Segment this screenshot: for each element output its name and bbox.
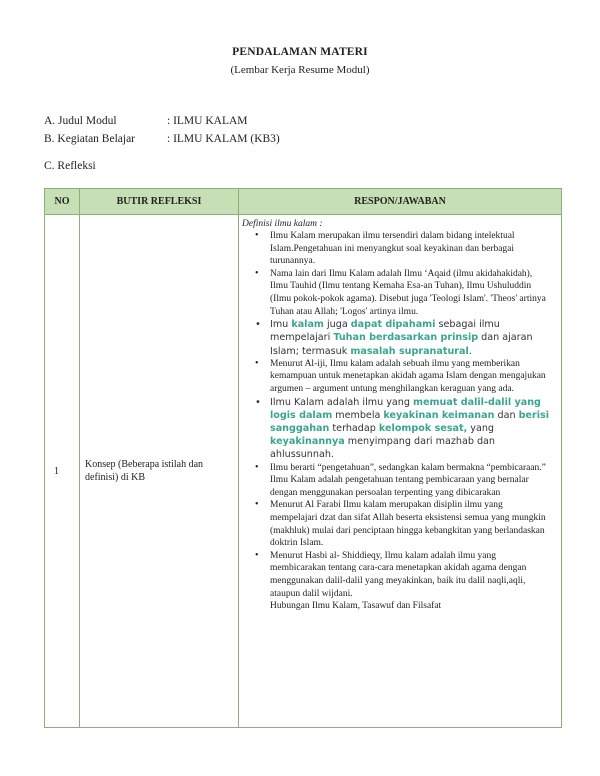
text: Imu: [270, 319, 292, 331]
page-subtitle: (Lembar Kerja Resume Modul): [230, 64, 370, 76]
text: terhadap: [329, 422, 379, 434]
module-title-value: : ILMU KALAM: [167, 115, 248, 127]
text: yang: [467, 422, 495, 434]
row-number: 1: [45, 215, 80, 728]
closing-line: Hubungan Ilmu Kalam, Tasawuf dan Filsafat: [270, 601, 442, 612]
text: juga: [323, 319, 351, 331]
highlight: kelompok sesat,: [378, 422, 468, 434]
list-item: • Nama lain dari Ilmu Kalam adalah Ilmu ‘Aqaid (ilmu akidahakidah), Ilmu Tauhid (Ilmu tentang Kemaha Esa-an Tuhan), Ilmu Ushuluddin (Ilmu pokok-pokok agama). Disebut juga 'Teologi Islam'. 'Theos' artinya Tuhan atau Allah; 'Logos' artinya ilmu.: [242, 268, 551, 318]
highlight: masalah supranatural: [350, 345, 469, 357]
text: menyimpang dari mazhab dan ahlussunnah.: [270, 436, 496, 461]
row-butir: Konsep (Beberapa istilah dan definisi) di KB: [80, 215, 239, 728]
text: dan: [494, 409, 519, 421]
text: Ilmu Kalam adalah ilmu yang: [270, 396, 414, 408]
reflection-table: [44, 188, 562, 728]
list-item: • Menurut Hasbi al- Shiddieqy, Ilmu kalam adalah ilmu yang membicarakan tentang cara-cara menetapkan akidah agama dengan menggunakan dalil-dalil yang meyakinkan, baik itu dalil naqli,aqli, ataupun dalil wijdani.: [242, 550, 551, 600]
highlight: kalam: [291, 319, 324, 331]
header-respon: RESPON/JAWABAN: [239, 189, 562, 215]
text: sebagai ilmu mempelajari: [270, 319, 500, 344]
module-title-row: [44, 115, 248, 127]
list-item: [242, 318, 551, 358]
highlight: keyakinannya: [270, 436, 345, 448]
definition-title: Definisi ilmu kalam :: [242, 219, 323, 229]
learning-activity-row: [44, 133, 280, 145]
table-row: [45, 215, 562, 728]
highlight: keyakinan keimanan: [383, 409, 495, 421]
definition-list: [242, 230, 551, 600]
highlight: Tuhan berdasarkan prinsip: [333, 332, 479, 344]
list-item: • Ilmu berarti “pengetahuan”, sedangkan kalam bermakna “pembicaraan.” Ilmu Kalam adalah pengetahuan tentang pembicaraan yang bernalar dengan menggunakan persoalan terpenting yang dibicarakan: [242, 462, 551, 500]
text: membela: [332, 409, 384, 421]
row-response: [239, 215, 562, 728]
module-title-label: A. Judul Modul: [44, 115, 117, 127]
learning-activity-label: B. Kegiatan Belajar: [44, 133, 136, 145]
highlight: memuat dalil-dalil yang logis dalam: [270, 396, 541, 421]
header-butir: BUTIR REFLEKSI: [80, 189, 239, 215]
list-item: • Ilmu Kalam merupakan ilmu tersendiri dalam bidang intelektual Islam.Pengetahuan ini menyangkut soal keyakinan dan berbagai turunannya.: [242, 230, 551, 268]
highlight: dapat dipahami: [350, 319, 436, 331]
learning-activity-value: : ILMU KALAM (KB3): [167, 133, 280, 145]
table-header-row: [45, 189, 562, 215]
text: .: [468, 345, 472, 357]
list-item: [242, 396, 551, 462]
page-title: PENDALAMAN MATERI: [232, 46, 368, 58]
list-item: • Menurut Al Farabi Ilmu kalam merupakan disiplin ilmu yang mempelajari dzat dan sifat Allah beserta eksistensi semua yang mungkin (makhluk) mulai dari penciptaan hingga kebangkitan yang berlandaskan doktrin Islam.: [242, 499, 551, 549]
highlight: berisi sanggahan: [270, 409, 550, 434]
header-no: NO: [45, 189, 80, 215]
list-item: • Menurut Al-iji, Ilmu kalam adalah sebuah ilmu yang memberikan kemampuan untuk menetapkan akidah agama Islam dengan mengajukan argumen – argument untung menghilangkan keraguan yang ada.: [242, 358, 551, 396]
text: dan ajaran Islam; termasuk: [270, 332, 533, 357]
section-heading: C. Refleksi: [44, 160, 96, 172]
